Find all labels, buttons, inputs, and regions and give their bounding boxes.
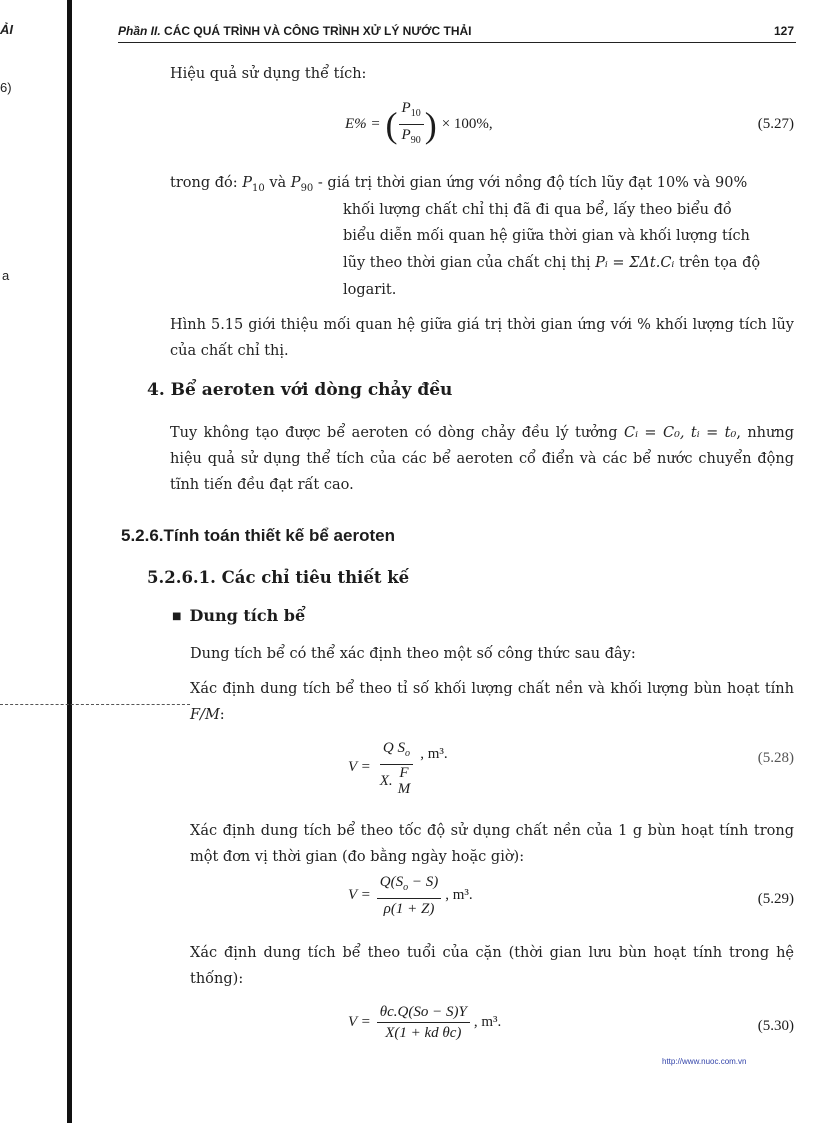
fraction: $\frac{P_{10}}{P_{90}}$ (399, 98, 424, 151)
margin-fragment: ẢI (0, 22, 13, 37)
eq-lhs: V = (348, 759, 371, 775)
running-header (118, 24, 472, 38)
equation-5-28 (348, 738, 448, 797)
section-heading: 5.2.6.Tính toán thiết kế bể aeroten (121, 526, 395, 545)
where-line: khối lượng chất chỉ thị đã đi qua bể, lấy theo biểu đồ (343, 202, 732, 218)
fraction: $\frac{Q(S_o - S)}{\rho(1 + Z)}$ (377, 872, 441, 919)
where-line: logarit. (343, 282, 397, 298)
eq-lhs: V = (348, 887, 371, 903)
equation-5-27 (345, 98, 493, 151)
paragraph: Xác định dung tích bể theo tỉ số khối lượng chất nền và khối lượng bùn hoạt tính F/M: (190, 681, 794, 723)
bullet-heading (172, 606, 305, 625)
subsection-heading: 5.2.6.1. Các chỉ tiêu thiết kế (147, 568, 410, 587)
paragraph: Xác định dung tích bể theo tuổi của cặn (thời gian lưu bùn hoạt tính trong hệ thống): (190, 945, 794, 987)
eq-unit: , m³. (445, 887, 473, 903)
section-heading: 4. Bể aeroten với dòng chảy đều (147, 380, 453, 400)
paragraph: Hình 5.15 giới thiệu mối quan hệ giữa giá trị thời gian ứng với % khối lượng tích lũy của chất chỉ thị. (170, 317, 794, 359)
left-paren: ( (385, 104, 398, 145)
bullet-mark: ■ (172, 611, 182, 622)
paragraph: Dung tích bể có thể xác định theo một số công thức sau đây: (190, 646, 636, 662)
where-line: lũy theo thời gian của chất chị thị Pᵢ = ΣΔt.Cᵢ trên tọa độ (343, 255, 761, 271)
margin-fragment: 6) (0, 80, 12, 95)
eq-unit: , m³. (473, 1014, 502, 1030)
eq-lhs: E% = (345, 116, 381, 132)
equation-5-30 (348, 1002, 501, 1043)
bullet-title: Dung tích bể (189, 606, 306, 625)
page-number: 127 (773, 24, 794, 38)
book-spine (67, 0, 72, 1123)
paragraph: Xác định dung tích bể theo tốc độ sử dụng chất nền của 1 g bùn hoạt tính trong một đơn vị thời gian (đo bằng ngày hoặc giờ): (190, 823, 794, 865)
eq-unit: , m³. (420, 746, 448, 762)
header-rule (118, 42, 796, 43)
equation-number: (5.28) (757, 750, 794, 766)
equation-number: (5.29) (757, 891, 794, 907)
fraction: Q $S_o$ X. F M (377, 738, 416, 797)
paragraph: Hiệu quả sử dụng thể tích: (170, 66, 367, 82)
margin-fragment: a (2, 268, 10, 283)
footer-url-link[interactable]: http://www.nuoc.com.vn (662, 1057, 747, 1066)
fraction: $\frac{\theta c.Q(So - S)Y}{\text{X(1 + kd θc)}}$ (377, 1002, 470, 1043)
scan-artifact-line (0, 704, 190, 705)
right-paren: ) (424, 104, 437, 145)
equation-5-29 (348, 872, 473, 919)
eq-rhs: × 100%, (441, 116, 493, 132)
paragraph: Tuy không tạo được bể aeroten có dòng chảy đều lý tưởng Cᵢ = C₀, tᵢ = t₀, nhưng hiệu quả sử dụng thể tích của các bể aeroten cổ điển và các bể nước chuyển động tĩnh tiến đều đạt rất cao. (170, 425, 794, 493)
equation-number: (5.27) (757, 116, 794, 132)
where-line: biểu diễn mối quan hệ giữa thời gian và khối lượng tích (343, 228, 750, 244)
eq-lhs: V = (348, 1014, 371, 1030)
header-title: CÁC QUÁ TRÌNH VÀ CÔNG TRÌNH XỬ LÝ NƯỚC THẢI (164, 24, 472, 38)
equation-number: (5.30) (757, 1018, 794, 1034)
where-clause: trong đó: $P_{10}$ và $P_{90}$ - giá trị thời gian ứng với nồng độ tích lũy đạt 10% và 90% (170, 175, 748, 194)
header-part: Phần II. (118, 24, 161, 38)
